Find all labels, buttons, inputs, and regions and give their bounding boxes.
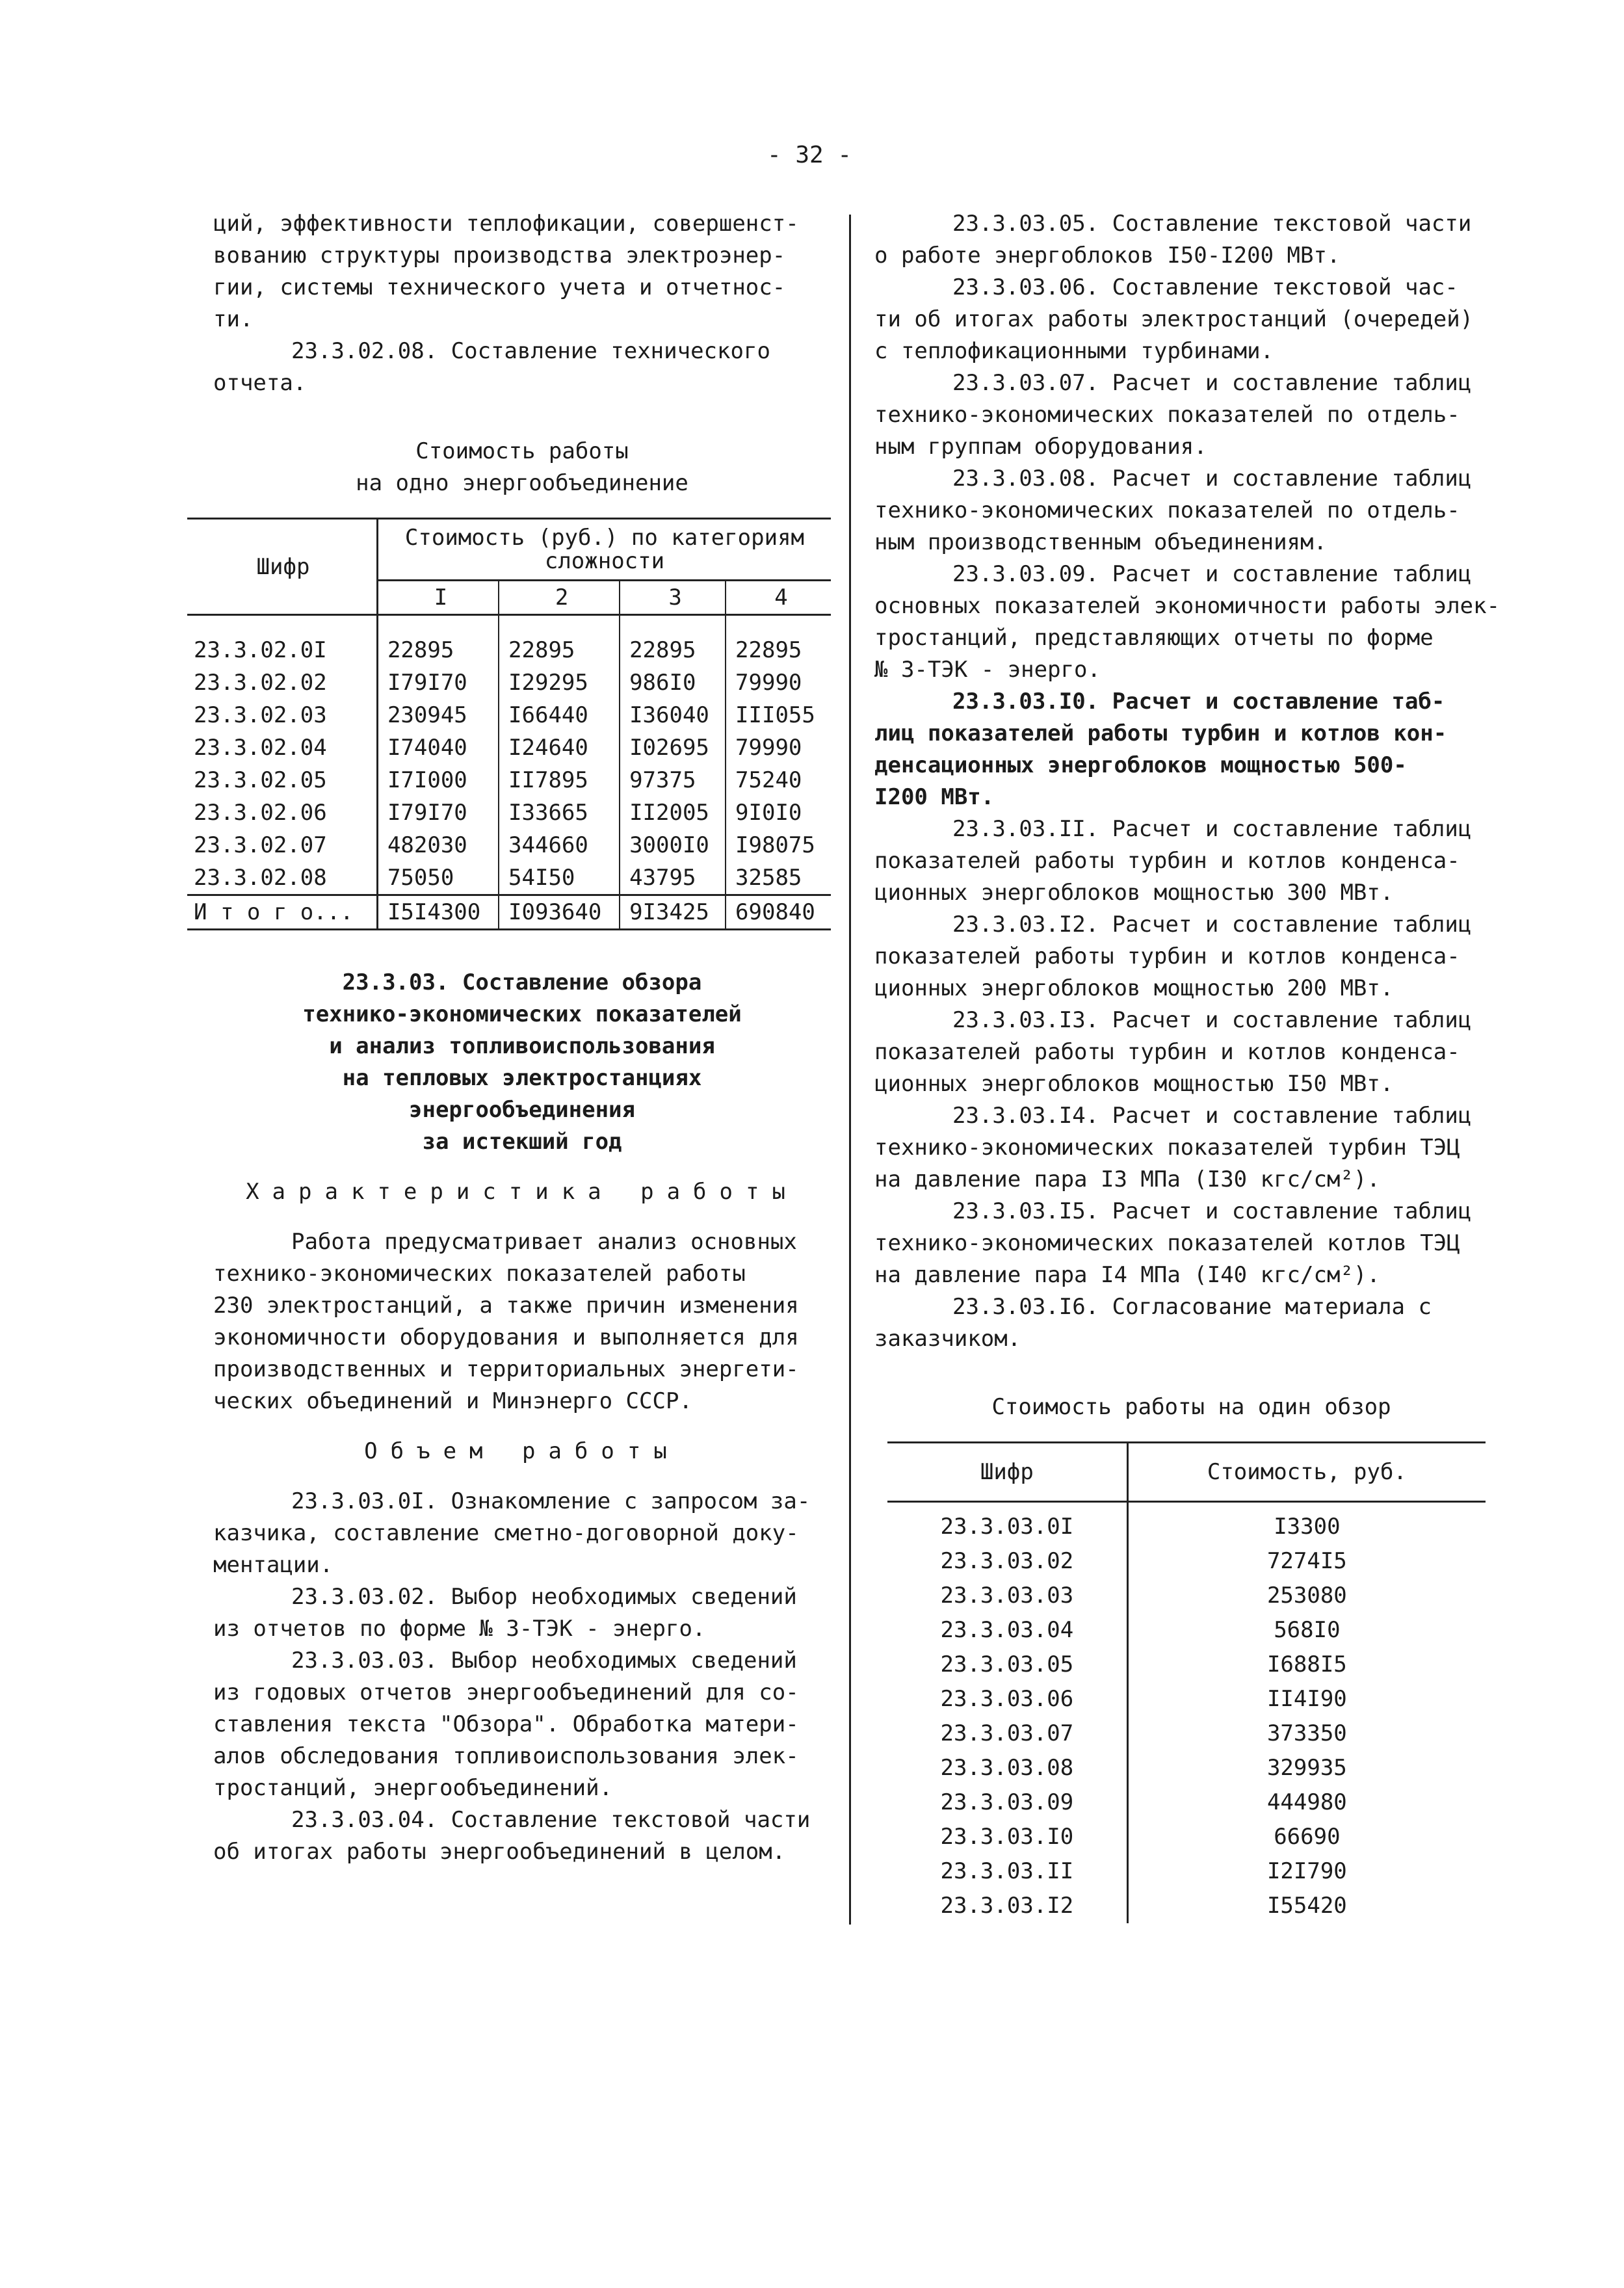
- table1-value-cell: I29295: [499, 666, 620, 699]
- table1-value-cell: 9I0I0: [735, 800, 802, 826]
- table2-row: [887, 1613, 1486, 1648]
- table1-total-cell: I093640: [499, 895, 620, 930]
- table2-code-cell: 23.3.03.04: [887, 1613, 1127, 1648]
- section-title: 23.3.03. Составление обзора технико-экономических показателей и анализ топливоиспользования на тепловых электростанциях энергообъединения за истекший год: [302, 969, 742, 1155]
- table1-value-cell: I7I000: [377, 764, 499, 796]
- cost-table-categories: [187, 518, 831, 930]
- table1-value-cell: I02695: [620, 731, 726, 764]
- characteristics-text: Работа предусматривает анализ основных технико-экономических показателей работы 230 электростанций, а также причин изменения экономичности оборудования и выполняется для производственных и территориальных энергети- ческих объединений и Минэнерго СССР.: [213, 1229, 799, 1414]
- table1-row: [187, 731, 831, 764]
- work-item: 23.3.03.0I. Ознакомление с запросом за- казчика, составление сметно-договорной доку- ментации.: [213, 1488, 811, 1578]
- table2-cost-cell: 329935: [1266, 1755, 1347, 1781]
- page-number: - 32 -: [767, 142, 852, 168]
- work-item: 23.3.03.I3. Расчет и составление таблиц показателей работы турбин и котлов конденса- ционных энергоблоков мощностью I50 МВт.: [874, 1007, 1472, 1097]
- work-item: 23.3.03.I2. Расчет и составление таблиц показателей работы турбин и котлов конденса- ционных энергоблоков мощностью 200 МВт.: [874, 912, 1472, 1001]
- table1-value-cell: I36040: [620, 699, 726, 731]
- table1-value-cell: I79I70: [377, 666, 499, 699]
- table1-col-code: Шифр: [187, 519, 377, 615]
- table1-code-cell: 23.3.02.07: [187, 829, 377, 861]
- table1-row: [187, 861, 831, 895]
- table2-row: [887, 1544, 1486, 1579]
- table1-total-cell: I5I4300: [377, 895, 499, 930]
- table1-value-cell: 482030: [377, 829, 499, 861]
- table1-total-cell: 9I3425: [620, 895, 726, 930]
- table2-col-cost: Стоимость, руб.: [1127, 1443, 1486, 1502]
- table1-total-label: И т о г о...: [187, 895, 377, 930]
- work-item: 23.3.03.06. Составление текстовой час- ти об итогах работы электростанций (очередей) с теплофикационными турбинами.: [874, 274, 1474, 364]
- table2-code-cell: 23.3.03.07: [887, 1716, 1127, 1751]
- table1-row: [187, 829, 831, 861]
- table2-cost-cell: 66690: [1274, 1824, 1341, 1850]
- table2-cost-cell: 568I0: [1274, 1617, 1341, 1643]
- table2-code-cell: 23.3.03.02: [887, 1544, 1127, 1579]
- table2-code-cell: 23.3.03.09: [887, 1785, 1127, 1820]
- work-item: 23.3.03.I5. Расчет и составление таблиц технико-экономических показателей котлов ТЭЦ на давление пара I4 МПа (I40 кгс/см²).: [874, 1198, 1472, 1288]
- table1-value-cell: 22895: [499, 615, 620, 667]
- table2-code-cell: 23.3.03.I2: [887, 1889, 1127, 1923]
- table1-value-cell: 54I50: [499, 861, 620, 895]
- column-divider: [849, 215, 851, 1925]
- table2-row: [887, 1785, 1486, 1820]
- work-item: 23.3.03.II. Расчет и составление таблиц показателей работы турбин и котлов конденса- ционных энергоблоков мощностью 300 МВт.: [874, 816, 1472, 906]
- table1-value-cell: 79990: [735, 735, 802, 761]
- table2-cost-cell: I55420: [1266, 1893, 1347, 1919]
- table2-code-cell: 23.3.03.I0: [887, 1820, 1127, 1854]
- table1-value-cell: 230945: [377, 699, 499, 731]
- table1-value-cell: I66440: [499, 699, 620, 731]
- table1-value-cell: 986I0: [620, 666, 726, 699]
- table1-value-cell: 97375: [620, 764, 726, 796]
- left-column: [194, 208, 831, 1868]
- table1-value-cell: 3000I0: [620, 829, 726, 861]
- table1-row: [187, 699, 831, 731]
- table2-code-cell: 23.3.03.II: [887, 1854, 1127, 1889]
- table1-total-cell: 690840: [726, 895, 831, 930]
- cost-table-review: [887, 1441, 1486, 1923]
- table2-cost-cell: I688I5: [1266, 1651, 1347, 1677]
- table1-value-cell: 22895: [377, 615, 499, 667]
- table2-cost-cell: II4I90: [1266, 1686, 1347, 1712]
- table1-row: [187, 796, 831, 829]
- work-item: 23.3.03.03. Выбор необходимых сведений из годовых отчетов энергообъединений для со- ставления текста "Обзора". Обработка матери- алов обследования топливоиспользования элек- тростанций, энергообъединений.: [213, 1648, 799, 1801]
- intro-paragraph: ций, эффективности теплофикации, совершенст- вованию структуры производства электроэнер- гии, системы технического учета и отчетнос- ти.: [213, 211, 799, 332]
- table1-value-cell: 43795: [620, 861, 726, 895]
- table2-code-cell: 23.3.03.08: [887, 1751, 1127, 1785]
- table1-total-row: [187, 895, 831, 930]
- table2-row: [887, 1682, 1486, 1716]
- table2-row: [887, 1854, 1486, 1889]
- table1-value-cell: 22895: [735, 637, 802, 663]
- table1-row: [187, 615, 831, 667]
- table1-value-cell: II2005: [620, 796, 726, 829]
- table1-row: [187, 764, 831, 796]
- work-item-bold: 23.3.03.I0. Расчет и составление таб- лиц показателей работы турбин и котлов кон- денсационных энергоблоков мощностью 500- I200 МВт.: [874, 689, 1447, 810]
- table2-cost-cell: 253080: [1266, 1583, 1347, 1609]
- work-item: 23.3.03.05. Составление текстовой части о работе энергоблоков I50-I200 МВт.: [874, 211, 1472, 269]
- table1-cat-2: 2: [499, 581, 620, 615]
- table1-code-cell: 23.3.02.08: [187, 861, 377, 895]
- table1-value-cell: 75050: [377, 861, 499, 895]
- work-item: 23.3.03.02. Выбор необходимых сведений из отчетов по форме № 3-ТЭК - энерго.: [213, 1584, 797, 1642]
- table2-caption: Стоимость работы на один обзор: [991, 1394, 1391, 1420]
- table2-cost-cell: I3300: [1274, 1514, 1341, 1540]
- table2-row: [887, 1889, 1486, 1923]
- table2-cost-cell: 7274I5: [1266, 1548, 1347, 1574]
- table1-cat-1: I: [377, 581, 499, 615]
- work-item: 23.3.03.09. Расчет и составление таблиц основных показателей экономичности работы элек- тростанций, представляющих отчеты по форме № 3-ТЭК - энерго.: [874, 561, 1500, 683]
- table1-value-cell: I24640: [499, 731, 620, 764]
- table2-code-cell: 23.3.03.05: [887, 1648, 1127, 1682]
- table1-value-cell: 75240: [735, 767, 802, 793]
- table1-code-cell: 23.3.02.05: [187, 764, 377, 796]
- table1-code-cell: 23.3.02.06: [187, 796, 377, 829]
- table1-value-cell: II7895: [499, 764, 620, 796]
- table2-row: [887, 1579, 1486, 1613]
- work-item: 23.3.03.I6. Согласование материала с заказчиком.: [874, 1294, 1432, 1352]
- table2-row: [887, 1502, 1486, 1545]
- table1-caption: Стоимость работы на одно энергообъединение: [356, 438, 688, 496]
- table1-code-cell: 23.3.02.0I: [187, 615, 377, 667]
- table2-row: [887, 1820, 1486, 1854]
- work-item: 23.3.03.07. Расчет и составление таблиц технико-экономических показателей по отдель- ным группам оборудования.: [874, 370, 1472, 460]
- table1-code-cell: 23.3.02.03: [187, 699, 377, 731]
- table1-value-cell: I33665: [499, 796, 620, 829]
- table2-row: [887, 1751, 1486, 1785]
- work-item: 23.3.03.08. Расчет и составление таблиц технико-экономических показателей по отдель- ным производственным объединениям.: [874, 466, 1472, 555]
- table1-col-group: Стоимость (руб.) по категориям сложности: [377, 519, 831, 581]
- volume-heading: Объем работы: [364, 1438, 680, 1464]
- table2-row: [887, 1648, 1486, 1682]
- table1-value-cell: I79I70: [377, 796, 499, 829]
- table2-cost-cell: 373350: [1266, 1720, 1347, 1746]
- table1-code-cell: 23.3.02.02: [187, 666, 377, 699]
- table1-cat-3: 3: [620, 581, 726, 615]
- table2-code-cell: 23.3.03.06: [887, 1682, 1127, 1716]
- work-item: 23.3.03.I4. Расчет и составление таблиц технико-экономических показателей турбин ТЭЦ на давление пара I3 МПа (I30 кгс/см²).: [874, 1103, 1472, 1192]
- table1-value-cell: 32585: [735, 865, 802, 891]
- table1-value-cell: 79990: [735, 670, 802, 696]
- table2-cost-cell: I2I790: [1266, 1858, 1347, 1884]
- table1-value-cell: III055: [735, 702, 815, 728]
- characteristics-heading: Характеристика работы: [246, 1179, 798, 1205]
- table1-value-cell: I98075: [735, 832, 815, 858]
- table1-cat-4: 4: [726, 581, 831, 615]
- work-item: 23.3.03.04. Составление текстовой части об итогах работы энергообъединений в целом.: [213, 1807, 811, 1865]
- right-column: [874, 208, 1508, 1923]
- table2-code-cell: 23.3.03.0I: [887, 1502, 1127, 1545]
- table1-value-cell: I74040: [377, 731, 499, 764]
- table2-col-code: Шифр: [887, 1443, 1127, 1502]
- table1-value-cell: 344660: [499, 829, 620, 861]
- table1-value-cell: 22895: [620, 615, 726, 667]
- table2-code-cell: 23.3.03.03: [887, 1579, 1127, 1613]
- table2-row: [887, 1716, 1486, 1751]
- table1-row: [187, 666, 831, 699]
- table1-code-cell: 23.3.02.04: [187, 731, 377, 764]
- item-23-3-02-08: 23.3.02.08. Составление технического отчета.: [213, 338, 770, 396]
- table2-cost-cell: 444980: [1266, 1789, 1347, 1815]
